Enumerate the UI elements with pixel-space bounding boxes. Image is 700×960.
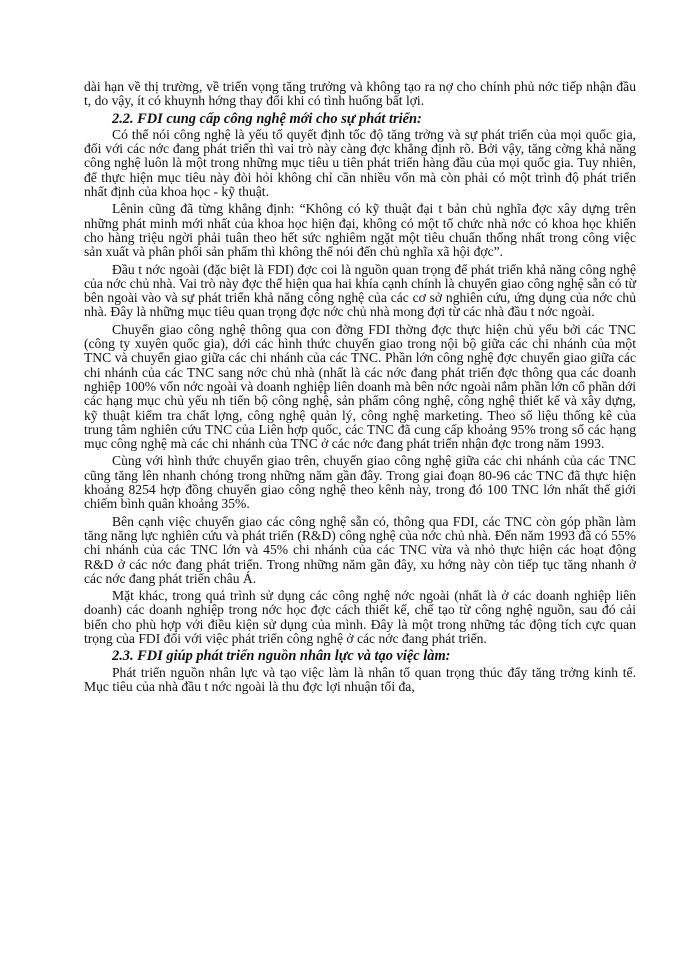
paragraph-technology-role: Có thể nói công nghệ là yếu tố quyết định tốc độ tăng trởng và sự phát triển của mọi quốc gia, đối với các nớc đang phát triển thì vai trò này càng đợc khẳng định rõ. Bởi vậy, tăng cờng khả năng công nghệ luôn là một trong những mục tiêu u tiên phát triển hàng đầu của mọi quốc gia. Tuy nhiên, để thực hiện mục tiêu này đòi hỏi không chỉ cần nhiều vốn mà còn phải có một trình độ phát triển nhất định của khoa học - kỹ thuật. — [84, 126, 636, 200]
document-page — [84, 80, 636, 694]
paragraph-foreign-investment: Đầu t nớc ngoài (đặc biệt là FDI) đợc coi là nguồn quan trọng để phát triển khả năng công nghệ của nớc chủ nhà. Vai trò này đợc thể hiện qua hai khía cạnh chính là chuyển giao công nghệ sẵn có từ bên ngoài vào và sự phát triển khả năng công nghệ của các cơ sở nghiên cứu, ứng dụng của nớc chủ nhà. Đây là những mục tiêu quan trọng đợc nớc chủ nhà mong đợi từ các nhà đầu t nớc ngoài. — [84, 261, 636, 320]
paragraph-human-resources: Phát triển nguồn nhân lực và tạo việc làm là nhân tố quan trọng thúc đẩy tăng trởng kinh tế. Mục tiêu của nhà đầu t nớc ngoài là thu đợc lợi nhuận tối đa, — [84, 664, 636, 694]
paragraph-learning-effects: Mặt khác, trong quá trình sử dụng các công nghệ nớc ngoài (nhất là ở các doanh nghiệp liên doanh) các doanh nghiệp trong nớc học đợc cách thiết kế, chế tạo từ công nghệ nguồn, sau đó cải biến cho phù hợp với điều kiện sử dụng của mình. Đây là một trong những tác động tích cực quan trọng của FDI đối với việc phát triển công nghệ ở các nớc đang phát triển. — [84, 588, 636, 646]
paragraph-transfer-growth: Cùng với hình thức chuyển giao trên, chuyển giao công nghệ giữa các chi nhánh của các TNC cũng tăng lên nhanh chóng trong những năm gần đây. Trong giai đoạn 80-96 các TNC đã thực hiện khoảng 8254 hợp đồng chuyển giao công nghệ theo kênh này, trong đó 100 TNC lớn nhất thế giới chiếm bình quân khoảng 35%. — [84, 453, 636, 512]
paragraph-tnc-transfer: Chuyển giao công nghệ thông qua con đờng FDI thờng đợc thực hiện chủ yếu bởi các TNC (công ty xuyên quốc gia), dới các hình thức chuyển giao trong nội bộ giữa các chi nhánh của một TNC và chuyển giao giữa các chi nhánh của các TNC. Phần lớn công nghệ đợc chuyển giao giữa các chi nhánh của các TNC sang nớc chủ nhà (nhất là các nớc đang phát triển đợc thông qua các doanh nghiệp 100% vốn nớc ngoài và doanh nghiệp liên doanh mà bên nớc ngoài nắm phần lớn cổ phần dới các hạng mục chủ yếu nh tiến bộ công nghệ, sản phẩm công nghệ, công nghệ thiết kế và xây dựng, kỹ thuật kiểm tra chất lợng, công nghệ quản lý, công nghệ marketing. Theo số liệu thống kê của trung tâm nghiên cứu TNC của Liên hợp quốc, các TNC đã cung cấp khoảng 95% trong số các hạng mục công nghệ mà các chi nhánh của TNC ở các nớc đang phát triển nhận đợc trong năm 1993. — [84, 321, 636, 452]
paragraph-lenin-quote: Lênin cũng đã từng khẳng định: “Không có kỹ thuật đại t bản chủ nghĩa đợc xây dựng trên những phát minh mới nhất của khoa học hiện đại, không có một tổ chức nhà nớc có khoa học khiến cho hàng triệu ngời phải tuân theo hết sức nghiêm ngặt một tiêu chuẩn thống nhất trong công việc sản xuất và phân phối sản phẩm thì không thể nói đến chủ nghĩa xã hội đợc”. — [84, 201, 636, 260]
paragraph-rd-capacity: Bên cạnh việc chuyển giao các công nghệ sẵn có, thông qua FDI, các TNC còn góp phần làm tăng năng lực nghiên cứu và phát triển (R&D) công nghệ của nớc chủ nhà. Đến năm 1993 đã có 55% chi nhánh của các TNC lớn và 45% chi nhánh của các TNC vừa và nhỏ thực hiện các hoạt động R&D ở các nớc đang phát triển. Trong những năm gần đây, xu hớng này còn tiếp tục tăng nhanh ở các nớc đang phát triển châu Á. — [84, 513, 636, 586]
section-heading-2-3: 2.3. FDI giúp phát triển nguồn nhân lực và tạo việc làm: — [112, 648, 451, 665]
paragraph-continuation: dài hạn về thị trường, về triển vọng tăng trưởng và không tạo ra nợ cho chính phủ nớc tiếp nhận đầu t, do vậy, ít có khuynh hớng thay đổi khi có tình huống bất lợi. — [84, 79, 636, 109]
section-heading-2-2: 2.2. FDI cung cấp công nghệ mới cho sự phát triển: — [112, 110, 422, 127]
